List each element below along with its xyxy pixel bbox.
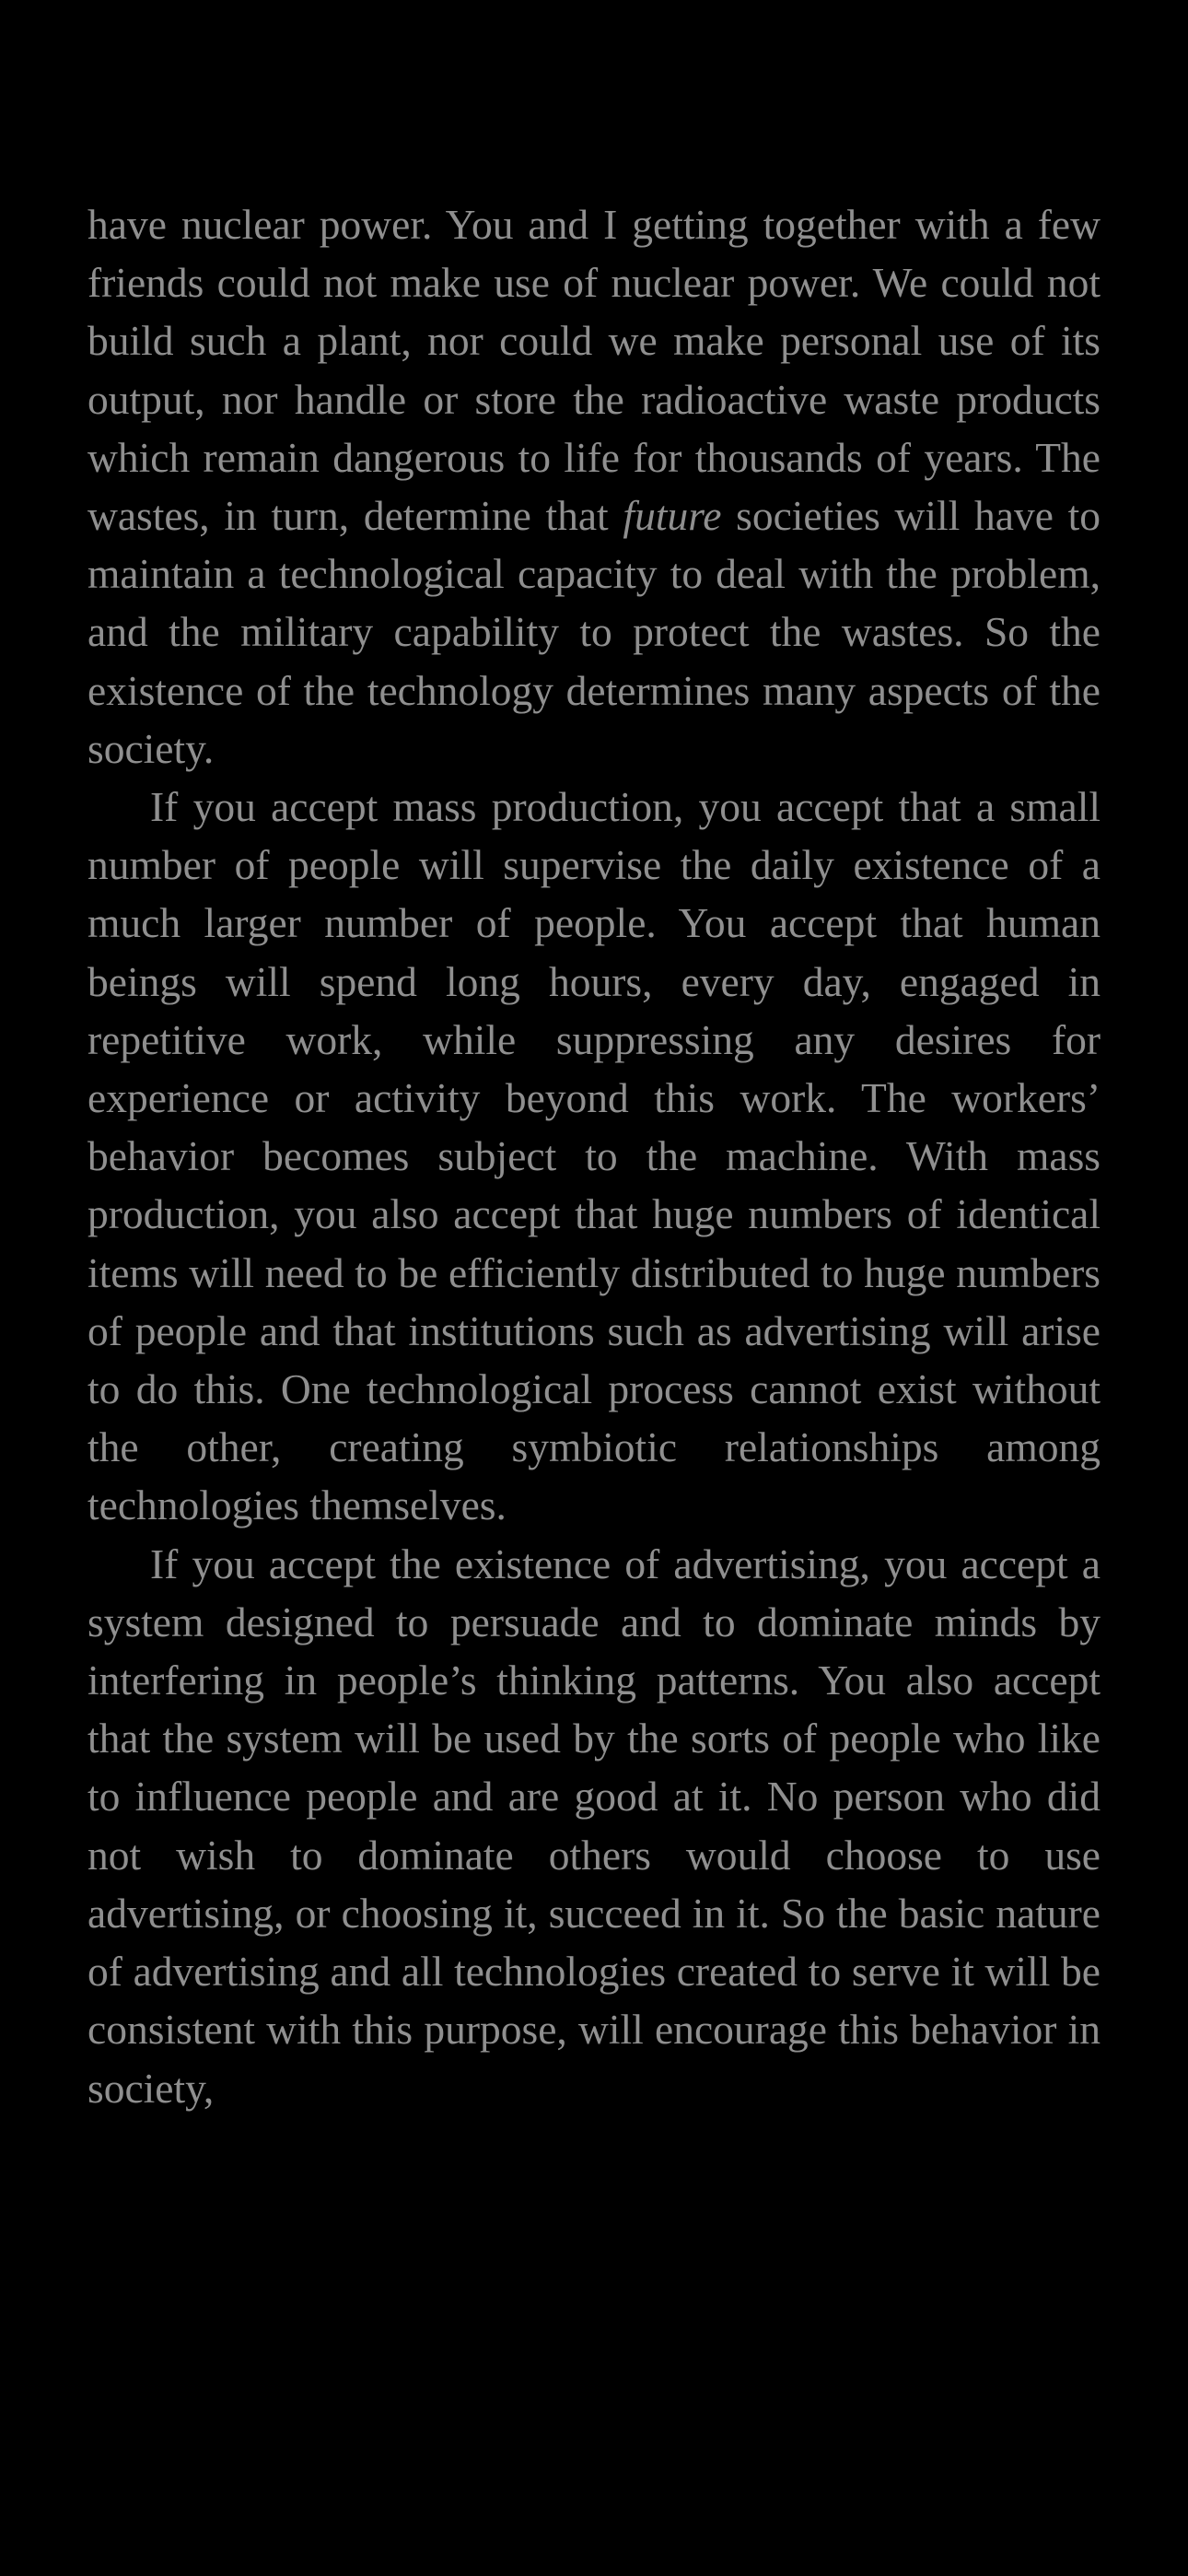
paragraph-2: If you accept mass production, you accept that a small number of people will supervise the daily existence of a much larger number of people. You accept that human beings will spend long hours, every day, engaged in repetitive work, while suppressing any desires for experience or activity beyond this work. The workers’ behavior becomes subject to the machine. With mass production, you also accept that huge numbers of identical items will need to be efficiently distributed to huge numbers of people and that institutions such as advertising will arise to do this. One technological process cannot exist without the other, creating symbiotic relationships among technologies themselves.: [87, 783, 1101, 1529]
paragraph-1-text-end: societies will have to maintain a technological capacity to deal with the problem, and the military capability to protect the wastes. So the existence of the technology determines many aspects of the society.: [87, 492, 1101, 772]
book-page-text: [87, 195, 1101, 2117]
paragraph-3: If you accept the existence of advertising, you accept a system designed to persuade and to dominate minds by interfering in people’s thinking patterns. You also accept that the system will be used by the sorts of people who like to influence people and are good at it. No person who did not wish to dominate others would choose to use advertising, or choosing it, succeed in it. So the basic nature of advertising and all technologies created to serve it will be consistent with this purpose, will encourage this behavior in society,: [87, 1540, 1101, 2112]
paragraph-1-text-start: have nuclear power. You and I getting together with a few friends could not make use of nuclear power. We could not build such a plant, nor could we make personal use of its output, nor handle or store the radioactive waste products which remain dangerous to life for thousands of years. The wastes, in turn, determine that: [87, 201, 1101, 540]
paragraph-1: [87, 195, 1101, 778]
italic-word-future: future: [623, 492, 722, 540]
